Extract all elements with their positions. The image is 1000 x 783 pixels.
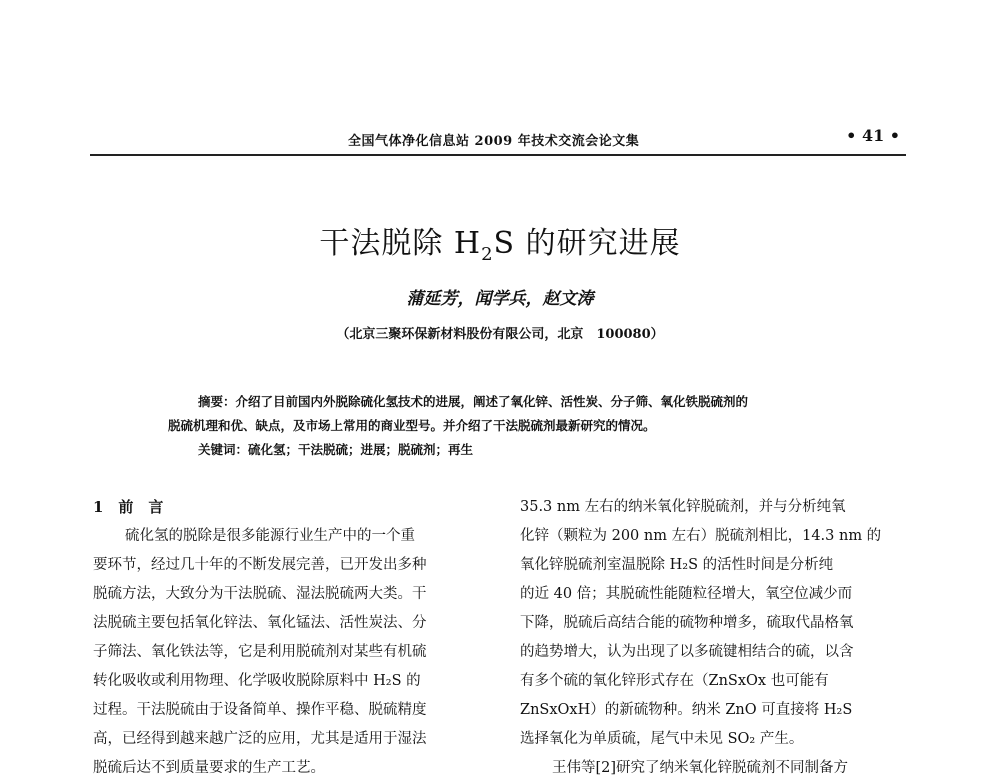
paragraph-line: 的趋势增大，认为出现了以多硫键相结合的硫，以含 — [520, 644, 854, 660]
paragraph-line: 选择氧化为单质硫，尾气中未见 SO₂ 产生。 — [520, 731, 804, 747]
section-heading: 1 前 言 — [93, 498, 164, 516]
affiliation: （北京三聚环保新材料股份有限公司，北京 100080） — [336, 327, 664, 342]
paragraph-line: ZnSxOxH）的新硫物种。纳米 ZnO 可直接将 H₂S — [520, 702, 853, 718]
running-header — [90, 126, 906, 156]
paragraph-line: 王伟等[2]研究了纳米氧化锌脱硫剂不同制备方 — [552, 760, 849, 776]
paragraph-line: 有多个硫的氧化锌形式存在（ZnSxOx 也可能有 — [520, 673, 829, 689]
running-title: 全国气体净化信息站 2009 年技术交流会论文集 — [348, 134, 640, 149]
paragraph-line: 高，已经得到越来越广泛的应用，尤其是适用于湿法 — [93, 731, 427, 747]
paragraph-line: 转化吸收或利用物理、化学吸收脱除原料中 H₂S 的 — [93, 673, 421, 689]
paper-title — [0, 218, 1000, 265]
abstract-block — [168, 390, 848, 462]
paragraph-line: 下降，脱硫后高结合能的硫物种增多，硫取代晶格氧 — [520, 615, 854, 631]
paragraph-line: 过程。干法脱硫由于设备简单、操作平稳、脱硫精度 — [93, 702, 427, 718]
title-prefix: 干法脱除 H — [319, 226, 482, 261]
abstract-line: 脱硫机理和优、缺点，及市场上常用的商业型号。并介绍了干法脱硫剂最新研究的情况。 — [168, 418, 656, 433]
paragraph-line: 脱硫后达不到质量要求的生产工艺。 — [93, 760, 325, 776]
paragraph-line: 脱硫方法，大致分为干法脱硫、湿法脱硫两大类。干 — [93, 586, 427, 602]
paragraph-line: 子筛法、氧化铁法等，它是利用脱硫剂对某些有机硫 — [93, 644, 427, 660]
page-number: • 41 • — [846, 126, 900, 145]
left-column — [93, 493, 491, 783]
paragraph-line: 氧化锌脱硫剂室温脱除 H₂S 的活性时间是分析纯 — [520, 557, 834, 573]
right-column — [520, 493, 920, 783]
paragraph-line: 35.3 nm 左右的纳米氧化锌脱硫剂，并与分析纯氧 — [520, 499, 846, 515]
keywords: 关键词：硫化氢；干法脱硫；进展；脱硫剂；再生 — [198, 442, 474, 457]
paragraph-line: 的近 40 倍；其脱硫性能随粒径增大，氧空位减少而 — [520, 586, 853, 602]
paragraph-line: 法脱硫主要包括氧化锌法、氧化锰法、活性炭法、分 — [93, 615, 427, 631]
paragraph-line: 要环节，经过几十年的不断发展完善，已开发出多种 — [93, 557, 427, 573]
title-suffix: S 的研究进展 — [493, 226, 681, 261]
abstract-line: 摘要：介绍了目前国内外脱除硫化氢技术的进展，阐述了氧化锌、活性炭、分子筛、氧化铁脱硫剂的 — [198, 394, 749, 409]
authors: 蒲延芳，闻学兵，赵文涛 — [406, 289, 594, 309]
paragraph-line: 硫化氢的脱除是很多能源行业生产中的一个重 — [125, 528, 415, 544]
title-subscript: 2 — [481, 244, 494, 265]
paragraph-line: 化锌（颗粒为 200 nm 左右）脱硫剂相比，14.3 nm 的 — [520, 528, 882, 544]
